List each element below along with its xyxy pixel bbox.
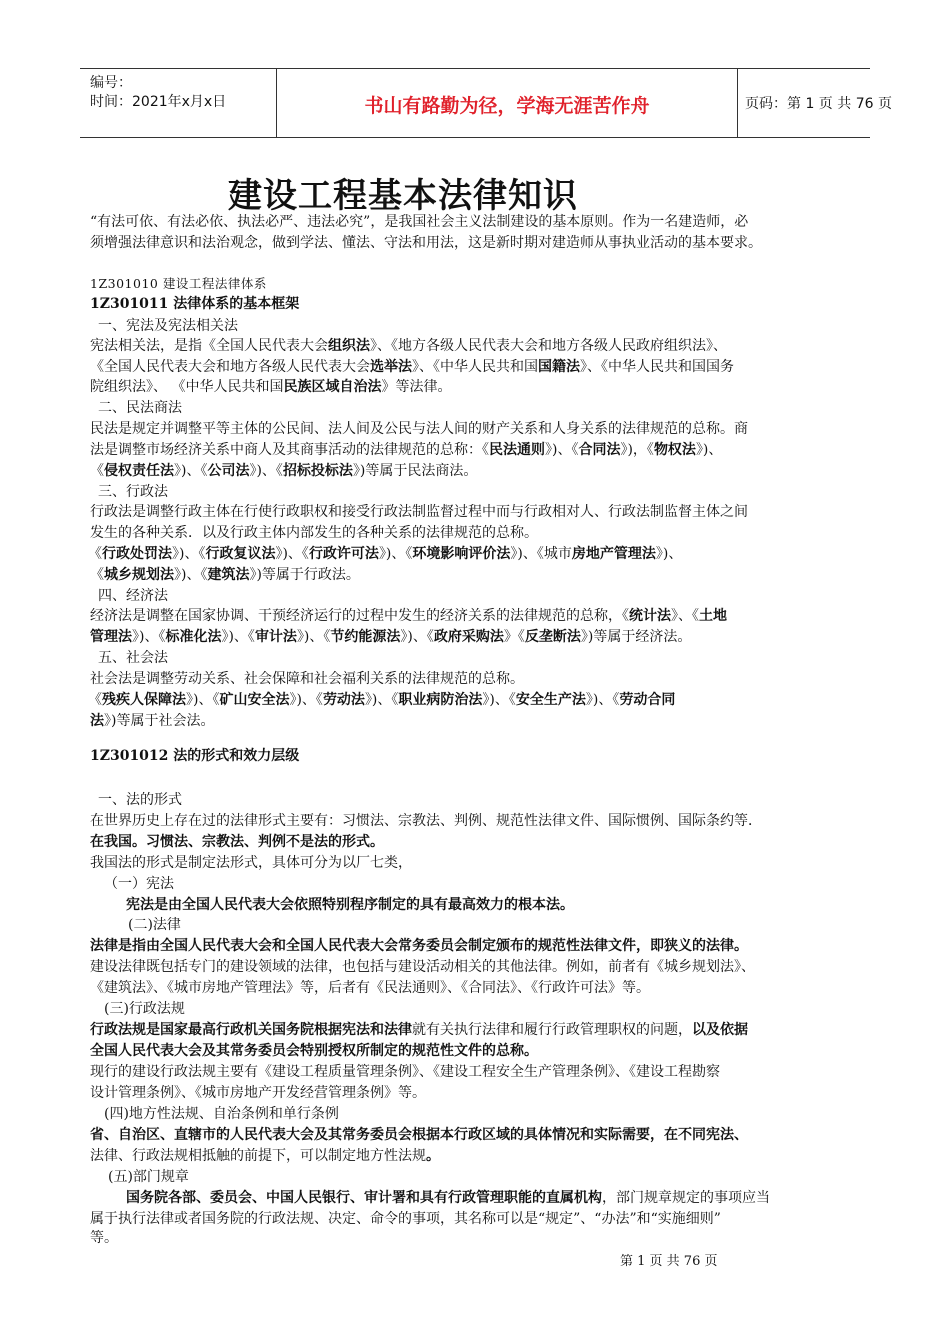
text-run: 经济法是调整在国家协调、干预经济运行的过程中发生的经济关系的法律规范的总称，《 bbox=[90, 608, 629, 624]
header-page-info: 页码：第 1 页 共 76 页 bbox=[745, 96, 892, 112]
text-run: 》)等属于行政法。 bbox=[249, 567, 360, 583]
text-run: (二)法律 bbox=[128, 917, 181, 933]
text-run: 选举法 bbox=[370, 359, 412, 375]
text-run: 标准化法 bbox=[165, 629, 222, 645]
body-line bbox=[90, 377, 451, 397]
text-run: 》)、《 bbox=[249, 463, 283, 479]
text-run: 三、行政法 bbox=[98, 484, 168, 500]
text-run: 就有关执行法律和履行行政管理职权的问题， bbox=[412, 1022, 692, 1038]
text-run: 》)等属于经济法。 bbox=[580, 629, 692, 645]
body-line bbox=[108, 1167, 189, 1187]
text-run: 环境影响评价法 bbox=[412, 546, 511, 562]
body-line bbox=[98, 586, 168, 606]
header-meta-cell bbox=[80, 69, 276, 137]
text-run: 法是调整市场经济关系中商人及其商事活动的法律规范的总称：《 bbox=[90, 442, 489, 458]
body-line bbox=[90, 1125, 748, 1145]
body-line bbox=[90, 357, 734, 377]
text-run: 城乡规划法 bbox=[104, 567, 174, 583]
body-line bbox=[104, 874, 174, 894]
body-line bbox=[90, 336, 727, 356]
text-run: (三)行政法规 bbox=[104, 1001, 185, 1017]
text-run: (四)地方性法规、自治条例和单行条例 bbox=[104, 1106, 339, 1122]
text-run: 》)、《 bbox=[364, 692, 399, 708]
text-run: 宪法是由全国人民代表大会依照特别程序制定的具有最高效力的根本法。 bbox=[126, 897, 574, 913]
text-run: (五)部门规章 bbox=[108, 1169, 189, 1185]
body-line bbox=[104, 1104, 339, 1124]
text-run: 行政复议法 bbox=[205, 546, 276, 562]
text-run: 节约能源法 bbox=[330, 629, 401, 645]
body-line bbox=[90, 523, 538, 543]
text-run: 。 bbox=[426, 1148, 440, 1164]
body-line bbox=[90, 711, 214, 731]
text-run: 行政许可法 bbox=[308, 546, 379, 562]
body-line bbox=[90, 1228, 118, 1248]
text-run: 国务院各部、委员会、中国人民银行、审计署和具有行政管理职能的直属机构 bbox=[126, 1190, 602, 1206]
text-run: 统计法 bbox=[629, 608, 671, 624]
text-run: 公司法 bbox=[207, 463, 250, 479]
text-run: 一、宪法及宪法相关法 bbox=[98, 318, 238, 334]
body-line bbox=[98, 398, 182, 418]
text-run: 招标投标法 bbox=[282, 463, 353, 479]
text-run: 民法是规定并调整平等主体的公民间、法人间及公民与法人间的财产关系和人身关系的法律规范的总称。商 bbox=[90, 421, 748, 437]
body-line bbox=[88, 690, 675, 710]
body-line bbox=[98, 790, 182, 810]
text-run: 》《 bbox=[503, 629, 525, 645]
text-run: 》)、《 bbox=[378, 546, 413, 562]
text-run: 行政处罚法 bbox=[102, 546, 172, 562]
text-run: 》)、 bbox=[695, 442, 723, 458]
text-run: 国籍法 bbox=[538, 359, 580, 375]
text-run: 全国人民代表大会及其常务委员会特别授权所制定的规范性文件的总称。 bbox=[90, 1043, 538, 1059]
body-line bbox=[90, 832, 384, 852]
text-run: 政府采购法 bbox=[433, 629, 504, 645]
text-run: 发生的各种关系．以及行政主体内部发生的各种关系的法律规范的总称。 bbox=[90, 525, 538, 541]
text-run: 《全国人民代表大会和地方各级人民代表大会 bbox=[90, 359, 370, 375]
text-run: 》)、《 bbox=[132, 629, 166, 645]
text-run: 一、法的形式 bbox=[98, 792, 182, 808]
text-run: 1Z301011 法律体系的基本框架 bbox=[90, 296, 300, 312]
text-run: 民法通则 bbox=[489, 442, 545, 458]
document-number-label: 编号： bbox=[90, 75, 132, 91]
text-run: 《 bbox=[88, 546, 102, 562]
document-header bbox=[80, 68, 892, 138]
text-run: 法 bbox=[90, 713, 104, 729]
body-line bbox=[90, 565, 360, 585]
text-run: 民族区域自治法 bbox=[283, 379, 382, 395]
text-run: 》)，《 bbox=[620, 442, 654, 458]
body-line bbox=[126, 1188, 770, 1208]
text-run: “有法可依、有法必依、执法必严、违法必究”，是我国社会主义法制建设的基本原则。作为一名建造师，必 bbox=[90, 214, 749, 230]
text-run: 》)等属于社会法。 bbox=[104, 713, 215, 729]
body-line bbox=[90, 461, 477, 481]
text-run: 》)、《 bbox=[482, 692, 516, 708]
body-line bbox=[90, 1209, 721, 1229]
text-run: 1Z301010 建设工程法律体系 bbox=[90, 276, 267, 291]
document-time-label: 时间：2021年x月x日 bbox=[90, 94, 227, 110]
body-line bbox=[90, 294, 299, 314]
body-line bbox=[90, 419, 748, 439]
text-run: 物权法 bbox=[653, 442, 696, 458]
text-run: 行政法规是国家最高行政机关国务院根据宪法和法律 bbox=[90, 1022, 412, 1038]
text-run: 《 bbox=[90, 567, 104, 583]
text-run: 五、社会法 bbox=[98, 650, 168, 666]
text-run: 》)、《 bbox=[275, 546, 309, 562]
text-run: 管理法 bbox=[90, 629, 132, 645]
text-run: 》)、《 bbox=[400, 629, 434, 645]
body-line bbox=[90, 853, 412, 873]
text-run: 房地产管理法 bbox=[571, 546, 656, 562]
text-run: 四、经济法 bbox=[98, 588, 168, 604]
document-title: 建设工程基本法律知识 bbox=[228, 176, 578, 216]
text-run: 劳动合同 bbox=[619, 692, 676, 708]
text-run: 》)、《 bbox=[172, 546, 206, 562]
text-run: 二、民法商法 bbox=[98, 400, 182, 416]
text-run: （一）宪法 bbox=[104, 876, 174, 892]
body-line bbox=[90, 1041, 538, 1061]
body-line bbox=[98, 316, 238, 336]
text-run: 侵权责任法 bbox=[104, 463, 174, 479]
body-line bbox=[90, 1083, 426, 1103]
text-run: 行政法是调整行政主体在行使行政职权和接受行政法制监督过程中而与行政相对人、行政法制监督主体之间 bbox=[90, 504, 748, 520]
text-run: 在我国。习惯法、宗教法、判例不是法的形式。 bbox=[90, 834, 384, 850]
text-run: 》)、《 bbox=[545, 442, 579, 458]
body-line bbox=[90, 1020, 748, 1040]
body-line bbox=[90, 811, 762, 831]
text-run: 法律是指由全国人民代表大会和全国人民代表大会常务委员会制定颁布的规范性法律文件，即狭义的法律。 bbox=[90, 938, 748, 954]
text-run: 1Z301012 法的形式和效力层级 bbox=[90, 748, 300, 764]
text-run: 》)、《 bbox=[289, 692, 323, 708]
body-line bbox=[90, 606, 727, 626]
body-line bbox=[128, 915, 181, 935]
text-run: 》等法律。 bbox=[381, 379, 452, 395]
body-line bbox=[90, 274, 267, 294]
text-run: 须增强法律意识和法治观念，做到学法、懂法、守法和用法，这是新时期对建造师从事执业活动的基本要求。 bbox=[90, 235, 762, 251]
text-run: 》)、《城市 bbox=[510, 546, 572, 562]
text-run: 》)、 bbox=[655, 546, 683, 562]
text-run: 》)、《 bbox=[174, 567, 208, 583]
text-run: 院组织法》、 《中华人民共和国 bbox=[90, 379, 284, 395]
header-motto: 书山有路勤为径，学海无涯苦作舟 bbox=[364, 95, 650, 117]
text-run: 省、自治区、直辖市的人民代表大会及其常务委员会根据本行政区域的具体情况和实际需要，在不同宪法、 bbox=[90, 1127, 748, 1143]
body-line bbox=[90, 978, 650, 998]
body-line bbox=[90, 936, 748, 956]
text-run: 矿山安全法 bbox=[219, 692, 290, 708]
text-run: 社会法是调整劳动关系、社会保障和社会福利关系的法律规范的总称。 bbox=[90, 671, 524, 687]
body-line bbox=[104, 999, 185, 1019]
header-motto-cell bbox=[276, 69, 738, 137]
text-run: 我国法的形式是制定法形式，具体可分为以厂七类， bbox=[90, 855, 412, 871]
text-run: 建设法律既包括专门的建设领域的法律，也包括与建设活动相关的其他法律。例如，前者有《城乡规划法》、 bbox=[90, 959, 755, 975]
text-run: 》、《 bbox=[671, 608, 699, 624]
text-run: 》)、《 bbox=[221, 629, 255, 645]
page-footer: 第 1 页 共 76 页 bbox=[620, 1254, 718, 1269]
text-run: 》)、《 bbox=[174, 463, 208, 479]
text-run: 职业病防治法 bbox=[398, 692, 483, 708]
text-run: 》)等属于民法商法。 bbox=[352, 463, 478, 479]
text-run: 》、《地方各级人民代表大会和地方各级人民政府组织法》、 bbox=[370, 338, 727, 354]
text-run: 组织法 bbox=[328, 338, 370, 354]
text-run: 属于执行法律或者国务院的行政法规、决定、命令的事项，其名称可以是“规定”、“办法”和“实施细则” bbox=[90, 1211, 721, 1227]
body-line bbox=[88, 544, 682, 564]
body-line bbox=[90, 502, 748, 522]
text-run: 》)、《 bbox=[186, 692, 220, 708]
body-line bbox=[90, 746, 299, 766]
text-run: 《建筑法》、《城市房地产管理法》等，后者有《民法通则》、《合同法》、《行政许可法》等。 bbox=[90, 980, 650, 996]
text-run: 现行的建设行政法规主要有《建设工程质量管理条例》、《建设工程安全生产管理条例》、《建设工程勘察 bbox=[90, 1064, 720, 1080]
text-run: 反垄断法 bbox=[524, 629, 581, 645]
text-run: 以及依据 bbox=[692, 1022, 748, 1038]
body-line bbox=[90, 440, 722, 460]
body-line bbox=[90, 212, 748, 232]
text-run: 《 bbox=[88, 692, 102, 708]
text-run: 劳动法 bbox=[322, 692, 365, 708]
text-run: ，部门规章规定的事项应当 bbox=[602, 1190, 770, 1206]
text-run: 安全生产法 bbox=[515, 692, 586, 708]
body-line bbox=[90, 1062, 720, 1082]
text-run: 宪法相关法，是指《全国人民代表大会 bbox=[90, 338, 328, 354]
body-line bbox=[90, 957, 755, 977]
text-run: 设计管理条例》、《城市房地产开发经营管理条例》等。 bbox=[90, 1085, 426, 1101]
body-line bbox=[126, 895, 574, 915]
text-run: 等。 bbox=[90, 1230, 118, 1246]
text-run: 残疾人保障法 bbox=[102, 692, 186, 708]
text-run: 建筑法 bbox=[207, 567, 250, 583]
text-run: 法律、行政法规相抵触的前提下，可以制定地方性法规 bbox=[90, 1148, 426, 1164]
body-line bbox=[98, 482, 168, 502]
text-run: 在世界历史上存在过的法律形式主要有：习惯法、宗教法、判例、规范性法律文件、国际惯例、国际条约等． bbox=[90, 813, 762, 829]
text-run: 》、《中华人民共和国 bbox=[412, 359, 538, 375]
text-run: 审计法 bbox=[254, 629, 297, 645]
body-line bbox=[90, 233, 762, 253]
text-run: 合同法 bbox=[578, 442, 621, 458]
text-run: 》、《中华人民共和国国务 bbox=[580, 359, 734, 375]
body-line bbox=[90, 1146, 440, 1166]
text-run: 土地 bbox=[699, 608, 727, 624]
body-line bbox=[98, 648, 168, 668]
text-run: 》)、《 bbox=[585, 692, 620, 708]
header-page-cell bbox=[737, 69, 892, 137]
text-run: 《 bbox=[90, 463, 104, 479]
body-line bbox=[90, 669, 524, 689]
text-run: 》)、《 bbox=[296, 629, 331, 645]
body-line bbox=[90, 627, 691, 647]
